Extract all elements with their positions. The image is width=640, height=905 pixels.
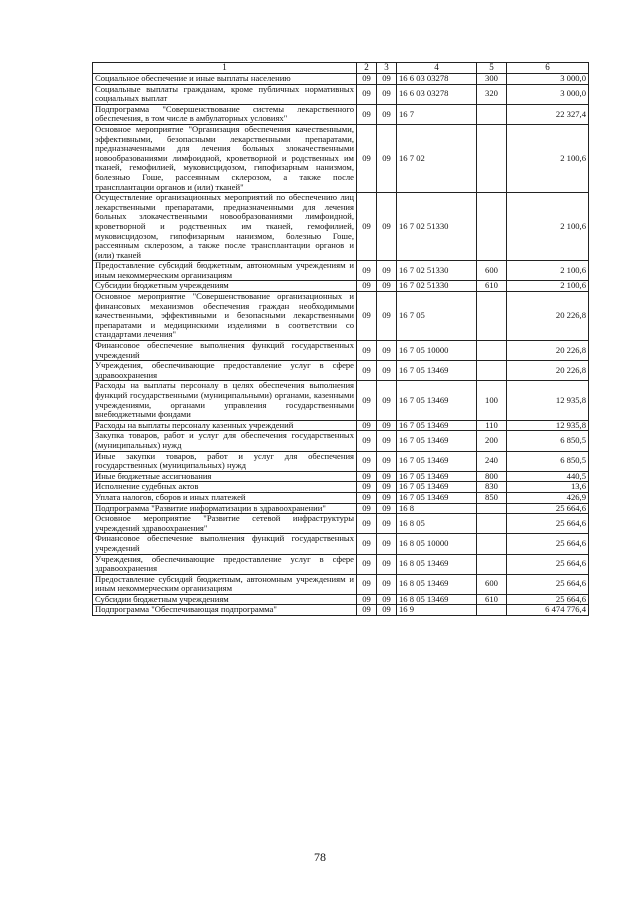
row-target-article-cell: 16 7 05 13469 [397, 471, 477, 482]
table-row [93, 361, 589, 381]
row-name-cell: Предоставление субсидий бюджетным, автономным учреждениям и иным некоммерческим организациям [93, 261, 357, 281]
row-amount-cell: 6 850,5 [507, 431, 589, 451]
row-expense-type-cell: 300 [477, 74, 507, 85]
row-amount-cell: 20 226,8 [507, 341, 589, 361]
row-name-cell: Закупка товаров, работ и услуг для обеспечения государственных (муниципальных) нужд [93, 431, 357, 451]
row-expense-type-cell [477, 341, 507, 361]
row-name-cell: Иные бюджетные ассигнования [93, 471, 357, 482]
table-row [93, 74, 589, 85]
row-amount-cell: 22 327,4 [507, 104, 589, 124]
row-subsection-cell: 09 [377, 471, 397, 482]
table-row [93, 554, 589, 574]
row-section-cell: 09 [357, 605, 377, 616]
row-name-cell: Подпрограмма "Обеспечивающая подпрограмма" [93, 605, 357, 616]
row-subsection-cell: 09 [377, 104, 397, 124]
row-name-cell: Финансовое обеспечение выполнения функций государственных учреждений [93, 341, 357, 361]
row-expense-type-cell [477, 361, 507, 381]
row-target-article-cell: 16 8 05 [397, 514, 477, 534]
row-section-cell: 09 [357, 261, 377, 281]
row-section-cell: 09 [357, 471, 377, 482]
row-subsection-cell: 09 [377, 594, 397, 605]
table-row [93, 482, 589, 493]
row-target-article-cell: 16 7 [397, 104, 477, 124]
row-subsection-cell: 09 [377, 451, 397, 471]
row-expense-type-cell [477, 605, 507, 616]
table-row [93, 492, 589, 503]
table-row [93, 503, 589, 514]
row-expense-type-cell [477, 292, 507, 341]
row-amount-cell: 25 664,6 [507, 554, 589, 574]
row-amount-cell: 3 000,0 [507, 74, 589, 85]
row-section-cell: 09 [357, 492, 377, 503]
row-subsection-cell: 09 [377, 281, 397, 292]
row-expense-type-cell [477, 104, 507, 124]
table-row [93, 420, 589, 431]
table-row [93, 471, 589, 482]
row-expense-type-cell: 240 [477, 451, 507, 471]
table-row [93, 292, 589, 341]
table-row [93, 534, 589, 554]
row-name-cell: Субсидии бюджетным учреждениям [93, 281, 357, 292]
row-name-cell: Учреждения, обеспечивающие предоставление услуг в сфере здравоохранения [93, 361, 357, 381]
row-target-article-cell: 16 7 05 13469 [397, 420, 477, 431]
table-row [93, 574, 589, 594]
row-amount-cell: 12 935,8 [507, 420, 589, 431]
row-section-cell: 09 [357, 574, 377, 594]
header-col-5: 5 [477, 63, 507, 74]
row-section-cell: 09 [357, 451, 377, 471]
row-name-cell: Основное мероприятие "Организация обеспечения качественными, эффективными, безопасными лекарственными препаратами, предназначенными для лечения больных злокачественными новообразованиями лимфоидной, кроветворной и родственных им тканей, гемофилией, муковисцидозом, гипофизарным нанизмом, болезнью Гоше, рассеянным склерозом, а также после трансплантации органов и (или) тканей" [93, 124, 357, 192]
page-number: 78 [314, 850, 326, 864]
row-name-cell: Исполнение судебных актов [93, 482, 357, 493]
row-name-cell: Подпрограмма "Совершенствование системы лекарственного обеспечения, в том числе в амбулаторных условиях" [93, 104, 357, 124]
row-name-cell: Социальное обеспечение и иные выплаты населению [93, 74, 357, 85]
row-section-cell: 09 [357, 124, 377, 192]
header-col-3: 3 [377, 63, 397, 74]
row-expense-type-cell [477, 124, 507, 192]
table-row [93, 261, 589, 281]
row-expense-type-cell [477, 554, 507, 574]
row-section-cell: 09 [357, 361, 377, 381]
row-target-article-cell: 16 8 [397, 503, 477, 514]
row-amount-cell: 12 935,8 [507, 381, 589, 420]
header-col-6: 6 [507, 63, 589, 74]
table-row [93, 514, 589, 534]
table-row [93, 381, 589, 420]
table-row [93, 84, 589, 104]
row-name-cell: Основное мероприятие "Развитие сетевой инфраструктуры учреждений здравоохранения" [93, 514, 357, 534]
row-amount-cell: 20 226,8 [507, 292, 589, 341]
row-subsection-cell: 09 [377, 534, 397, 554]
row-target-article-cell: 16 7 02 [397, 124, 477, 192]
row-subsection-cell: 09 [377, 431, 397, 451]
row-amount-cell: 20 226,8 [507, 361, 589, 381]
row-expense-type-cell: 610 [477, 281, 507, 292]
row-amount-cell: 6 474 776,4 [507, 605, 589, 616]
table-row [93, 193, 589, 261]
row-amount-cell: 426,9 [507, 492, 589, 503]
row-section-cell: 09 [357, 594, 377, 605]
row-expense-type-cell: 200 [477, 431, 507, 451]
row-section-cell: 09 [357, 514, 377, 534]
row-section-cell: 09 [357, 381, 377, 420]
row-name-cell: Иные закупки товаров, работ и услуг для обеспечения государственных (муниципальных) нужд [93, 451, 357, 471]
row-section-cell: 09 [357, 84, 377, 104]
row-subsection-cell: 09 [377, 420, 397, 431]
row-amount-cell: 25 664,6 [507, 594, 589, 605]
row-target-article-cell: 16 7 05 13469 [397, 361, 477, 381]
table-row [93, 594, 589, 605]
row-amount-cell: 25 664,6 [507, 503, 589, 514]
row-subsection-cell: 09 [377, 292, 397, 341]
row-name-cell: Предоставление субсидий бюджетным, автономным учреждениям и иным некоммерческим организациям [93, 574, 357, 594]
row-subsection-cell: 09 [377, 482, 397, 493]
row-subsection-cell: 09 [377, 84, 397, 104]
row-expense-type-cell: 600 [477, 574, 507, 594]
row-target-article-cell: 16 8 05 13469 [397, 554, 477, 574]
row-name-cell: Финансовое обеспечение выполнения функций государственных учреждений [93, 534, 357, 554]
row-subsection-cell: 09 [377, 514, 397, 534]
row-target-article-cell: 16 7 02 51330 [397, 193, 477, 261]
row-name-cell: Учреждения, обеспечивающие предоставление услуг в сфере здравоохранения [93, 554, 357, 574]
row-expense-type-cell [477, 193, 507, 261]
row-subsection-cell: 09 [377, 341, 397, 361]
row-amount-cell: 13,6 [507, 482, 589, 493]
row-expense-type-cell [477, 514, 507, 534]
row-target-article-cell: 16 7 05 10000 [397, 341, 477, 361]
budget-table [92, 62, 589, 616]
row-section-cell: 09 [357, 503, 377, 514]
row-target-article-cell: 16 7 05 13469 [397, 492, 477, 503]
row-expense-type-cell: 320 [477, 84, 507, 104]
row-amount-cell: 3 000,0 [507, 84, 589, 104]
table-row [93, 341, 589, 361]
row-expense-type-cell: 830 [477, 482, 507, 493]
row-section-cell: 09 [357, 292, 377, 341]
row-subsection-cell: 09 [377, 124, 397, 192]
row-name-cell: Расходы на выплаты персоналу казенных учреждений [93, 420, 357, 431]
row-name-cell: Социальные выплаты гражданам, кроме публичных нормативных социальных выплат [93, 84, 357, 104]
row-subsection-cell: 09 [377, 261, 397, 281]
table-row [93, 431, 589, 451]
row-subsection-cell: 09 [377, 503, 397, 514]
header-col-4: 4 [397, 63, 477, 74]
row-section-cell: 09 [357, 104, 377, 124]
row-subsection-cell: 09 [377, 361, 397, 381]
row-subsection-cell: 09 [377, 193, 397, 261]
row-target-article-cell: 16 7 05 13469 [397, 482, 477, 493]
row-amount-cell: 25 664,6 [507, 534, 589, 554]
header-row [93, 63, 589, 74]
row-subsection-cell: 09 [377, 492, 397, 503]
row-name-cell: Осуществление организационных мероприятий по обеспечению лиц лекарственными препаратами, предназначенными для лечения больных злокачественными новообразованиями лимфоидной, кроветворной и родственных им тканей, гемофилией, муковисцидозом, гипофизарным нанизмом, болезнью Гоше, рассеянным склерозом, а также после трансплантации органов и (или) тканей [93, 193, 357, 261]
row-name-cell: Основное мероприятие "Совершенствование организационных и финансовых механизмов обеспечения граждан необходимыми качественными, эффективными и безопасными лекарственными препаратами и медицинскими изделиями в соответствии со стандартами лечения" [93, 292, 357, 341]
row-amount-cell: 25 664,6 [507, 514, 589, 534]
row-expense-type-cell: 800 [477, 471, 507, 482]
row-section-cell: 09 [357, 482, 377, 493]
row-section-cell: 09 [357, 281, 377, 292]
row-amount-cell: 2 100,6 [507, 261, 589, 281]
row-target-article-cell: 16 7 05 [397, 292, 477, 341]
row-target-article-cell: 16 6 03 03278 [397, 74, 477, 85]
row-subsection-cell: 09 [377, 574, 397, 594]
row-target-article-cell: 16 7 05 13469 [397, 431, 477, 451]
row-section-cell: 09 [357, 193, 377, 261]
table-row [93, 605, 589, 616]
budget-table-page [92, 62, 588, 616]
row-expense-type-cell: 610 [477, 594, 507, 605]
row-expense-type-cell [477, 503, 507, 514]
row-target-article-cell: 16 8 05 13469 [397, 594, 477, 605]
row-target-article-cell: 16 8 05 13469 [397, 574, 477, 594]
row-subsection-cell: 09 [377, 554, 397, 574]
row-amount-cell: 25 664,6 [507, 574, 589, 594]
row-section-cell: 09 [357, 554, 377, 574]
row-expense-type-cell: 600 [477, 261, 507, 281]
row-name-cell: Уплата налогов, сборов и иных платежей [93, 492, 357, 503]
row-section-cell: 09 [357, 431, 377, 451]
row-expense-type-cell: 100 [477, 381, 507, 420]
row-target-article-cell: 16 6 03 03278 [397, 84, 477, 104]
row-section-cell: 09 [357, 341, 377, 361]
row-target-article-cell: 16 8 05 10000 [397, 534, 477, 554]
header-col-1: 1 [93, 63, 357, 74]
row-name-cell: Расходы на выплаты персоналу в целях обеспечения выполнения функций государственными (муниципальными) органами, казенными учреждениями, органами управления государственными внебюджетными фондами [93, 381, 357, 420]
row-target-article-cell: 16 7 02 51330 [397, 261, 477, 281]
row-subsection-cell: 09 [377, 381, 397, 420]
row-target-article-cell: 16 7 02 51330 [397, 281, 477, 292]
row-target-article-cell: 16 7 05 13469 [397, 381, 477, 420]
row-target-article-cell: 16 9 [397, 605, 477, 616]
row-name-cell: Субсидии бюджетным учреждениям [93, 594, 357, 605]
table-row [93, 124, 589, 192]
row-expense-type-cell: 850 [477, 492, 507, 503]
row-expense-type-cell: 110 [477, 420, 507, 431]
row-amount-cell: 2 100,6 [507, 281, 589, 292]
row-amount-cell: 2 100,6 [507, 193, 589, 261]
table-row [93, 281, 589, 292]
row-section-cell: 09 [357, 534, 377, 554]
row-expense-type-cell [477, 534, 507, 554]
row-section-cell: 09 [357, 420, 377, 431]
row-amount-cell: 440,5 [507, 471, 589, 482]
table-row [93, 104, 589, 124]
row-target-article-cell: 16 7 05 13469 [397, 451, 477, 471]
header-col-2: 2 [357, 63, 377, 74]
row-amount-cell: 2 100,6 [507, 124, 589, 192]
row-section-cell: 09 [357, 74, 377, 85]
table-row [93, 451, 589, 471]
row-amount-cell: 6 850,5 [507, 451, 589, 471]
row-name-cell: Подпрограмма "Развитие информатизации в здравоохранении" [93, 503, 357, 514]
row-subsection-cell: 09 [377, 74, 397, 85]
row-subsection-cell: 09 [377, 605, 397, 616]
